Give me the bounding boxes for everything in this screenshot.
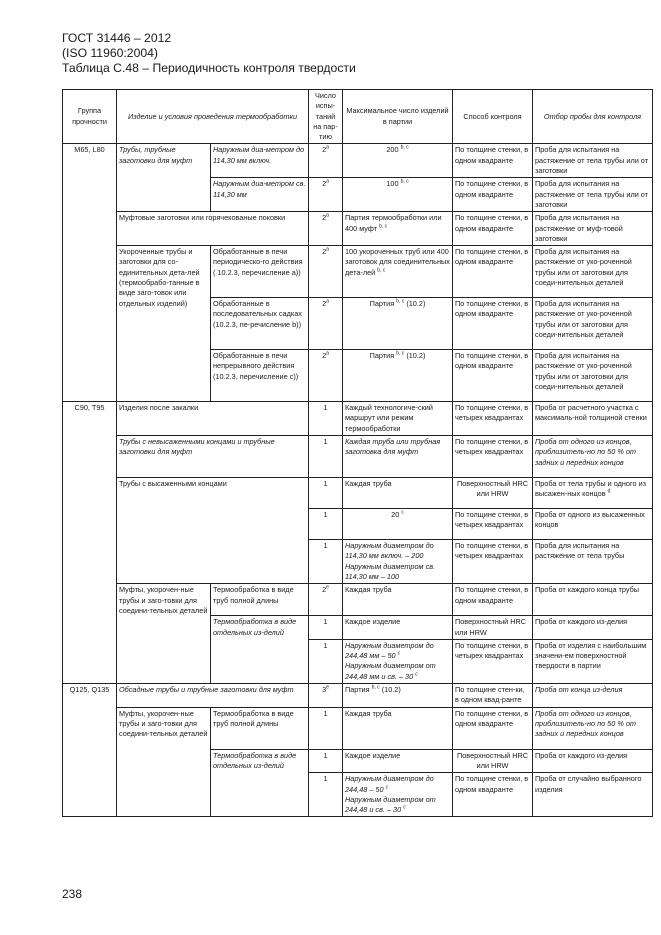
- table-row: [63, 478, 653, 509]
- col-count: Число испы-таний на пар-тию: [309, 90, 343, 144]
- method-cell: По толщине стенки, в одном квадранте: [453, 246, 533, 298]
- sample-cell: Проба от случайно выбранного изделия: [533, 773, 653, 817]
- max-cell: 200 $^{b, c}$: [343, 144, 453, 178]
- count-cell: 1: [309, 436, 343, 478]
- sample-cell: Проба от конца из-делия: [533, 684, 653, 708]
- count-cell: 1: [309, 478, 343, 509]
- method-cell: По толщине стенки, в четырех квадрантах: [453, 639, 533, 683]
- max-cell: Партия $^{b, c}$ (10.2): [343, 350, 453, 402]
- count-cell: 2$^a$: [309, 350, 343, 402]
- grade-cell: C90, T95: [63, 402, 117, 684]
- max-cell: Каждый технологиче-ский маршрут или режим термообработки: [343, 402, 453, 436]
- sample-cell: Проба от одного из концов, приблизитель-но по 50 % от задних и передних концов: [533, 707, 653, 749]
- count-cell: 2e: [309, 584, 343, 616]
- sample-cell: Проба для испытания на растяжение от уко-роченной трубы или от заготовки для соеди-нительных деталей: [533, 246, 653, 298]
- item-cell: Трубы, трубные заготовки для муфт: [117, 144, 211, 212]
- col-item: Изделие и условия проведения термообработки: [117, 90, 309, 144]
- count-cell: 3e: [309, 684, 343, 708]
- table-header-row: [63, 90, 653, 144]
- condition-cell: Наружным диа-метром св. 114,30 мм: [211, 178, 309, 212]
- count-cell: 2$^a$: [309, 212, 343, 246]
- max-cell: Партия термообработки или 400 муфт $^{b, c}$: [343, 212, 453, 246]
- method-cell: По толщине стенки, в одном квадранте: [453, 144, 533, 178]
- sample-cell: Проба от каждого конца трубы: [533, 584, 653, 616]
- sample-cell: Проба для испытания на растяжение от уко-роченной трубы или от заготовки для соеди-нительных деталей: [533, 298, 653, 350]
- table-row: [63, 707, 653, 749]
- condition-cell: Термообработка в виде отдельных из-делий: [211, 616, 309, 684]
- condition-cell: Обработанные в печи периодическо-го действия ( 10.2.3, перечисление а)): [211, 246, 309, 298]
- sample-cell: Проба от расчетного участка с максималь-ной толщиной стенки: [533, 402, 653, 436]
- table-row: [63, 436, 653, 478]
- max-cell: Каждая труба: [343, 707, 453, 749]
- sample-cell: Проба для испытания на растяжение от муф-товой заготовки: [533, 212, 653, 246]
- condition-cell: Термообработка в виде труб полной длины: [211, 584, 309, 616]
- table-row: [63, 212, 653, 246]
- col-max: Максимальное число изделий в партии: [343, 90, 453, 144]
- method-cell: Поверхностный HRC или HRW: [453, 478, 533, 509]
- max-cell: Каждое изделие: [343, 749, 453, 773]
- method-cell: По толщине стенки, в одном квадранте: [453, 298, 533, 350]
- count-cell: 1: [309, 707, 343, 749]
- sample-cell: Проба для испытания на растяжение от тела трубы или от заготовки: [533, 144, 653, 178]
- method-cell: По толщине стенки, в четырех квадрантах: [453, 436, 533, 478]
- max-cell: Наружным диаметром до 244,48 мм – 50 $^c$ Наружным диаметром от 244,48 мм и св. – 30 $^c$: [343, 639, 453, 683]
- count-cell: 2$^a$: [309, 178, 343, 212]
- max-cell: Партия $^{b, c}$ (10.2): [343, 298, 453, 350]
- method-cell: Поверхностный HRC или HRW: [453, 749, 533, 773]
- method-cell: По толщине стенки, в одном квадранте: [453, 212, 533, 246]
- count-cell: 2$^a$: [309, 246, 343, 298]
- max-cell: Партия $^{b, c}$ (10.2): [343, 684, 453, 708]
- sample-cell: Проба от тела трубы и одного из высажен-ных концов $^d$: [533, 478, 653, 509]
- count-cell: 1: [309, 509, 343, 540]
- count-cell: 1: [309, 616, 343, 640]
- count-cell: 1: [309, 639, 343, 683]
- page-number: 238: [62, 887, 83, 901]
- count-cell: 1: [309, 402, 343, 436]
- max-cell: Наружным диаметром до 114,30 мм включ. – 200 Наружным диаметром св. 114,30 мм – 100: [343, 540, 453, 584]
- max-cell: 20 $^c$: [343, 509, 453, 540]
- method-cell: По толщине стенки, в четырех квадрантах: [453, 402, 533, 436]
- method-cell: По толщине стенки, в четырех квадрантах: [453, 540, 533, 584]
- max-cell: Каждая труба или трубная заготовка для муфт: [343, 436, 453, 478]
- max-cell: Каждое изделие: [343, 616, 453, 640]
- item-cell: Муфтовые заготовки или горячекованые поковки: [117, 212, 309, 246]
- sample-cell: Проба от изделия с наибольшим значени-ем поверхностной твердости в партии: [533, 639, 653, 683]
- condition-cell: Термообработка в виде труб полной длины: [211, 707, 309, 749]
- count-cell: 2$^a$: [309, 298, 343, 350]
- item-cell: Муфты, укорочен-ные трубы и заго-товки для соедини-тельных деталей: [117, 707, 211, 817]
- count-cell: 1: [309, 773, 343, 817]
- iso-reference: (ISO 11960:2004): [62, 46, 158, 60]
- max-cell: 100 $^{b, c}$: [343, 178, 453, 212]
- item-cell: Трубы с невысаженными концами и трубные заготовки для муфт: [117, 436, 309, 478]
- max-cell: Наружным диаметром до 244,48 – 50 $^c$ Наружным диаметром от 244,48 и св. – 30 $^c$: [343, 773, 453, 817]
- sample-cell: Проба для испытания на растяжение от тела трубы: [533, 540, 653, 584]
- sample-cell: Проба от каждого из-делия: [533, 616, 653, 640]
- sample-cell: Проба для испытания на растяжение от уко-роченной трубы или от заготовки для соеди-нительных деталей: [533, 350, 653, 402]
- max-cell: Каждая труба: [343, 584, 453, 616]
- table-row: [63, 144, 653, 178]
- item-cell: Трубы с высаженными концами: [117, 478, 309, 584]
- method-cell: По толщине стенки, в четырех квадрантах: [453, 509, 533, 540]
- method-cell: По толщине стенки, в одном квадранте: [453, 350, 533, 402]
- count-cell: 1: [309, 540, 343, 584]
- condition-cell: Обработанные в последовательных садках (10.2.3, пе-речисление b)): [211, 298, 309, 350]
- table-title: Таблица С.48 – Периодичность контроля твердости: [62, 61, 356, 75]
- sample-cell: Проба от одного из концов, приблизитель-но по 50 % от задних и передних концов: [533, 436, 653, 478]
- standard-number: ГОСТ 31446 – 2012: [62, 31, 172, 45]
- method-cell: По толщине стенки, в одном квадранте: [453, 707, 533, 749]
- method-cell: По толщине стенки, в одном квадранте: [453, 773, 533, 817]
- sample-cell: Проба для испытания на растяжение от тела трубы или от заготовки: [533, 178, 653, 212]
- item-cell: Изделия после закалки: [117, 402, 309, 436]
- item-cell: Муфты, укорочен-ные трубы и заго-товки для соедини-тельных деталей: [117, 584, 211, 684]
- method-cell: По толщине стенки, в одном квадранте: [453, 584, 533, 616]
- table-row: [63, 584, 653, 616]
- method-cell: По толщине стен-ки, в одном квад-ранте: [453, 684, 533, 708]
- col-sample: Отбор пробы для контроля: [533, 90, 653, 144]
- item-cell: Укороченные трубы и заготовки для со-единительных дета-лей (термообрабо-танные в виде заго-товок или отдельных изделий): [117, 246, 211, 402]
- method-cell: Поверхностный HRC или HRW: [453, 616, 533, 640]
- col-grade: Группа прочности: [63, 90, 117, 144]
- condition-cell: Термообработка в виде отдельных из-делий: [211, 749, 309, 817]
- condition-cell: Обработанные в печи непрерывного действия (10.2.3, перечисление с)): [211, 350, 309, 402]
- item-cell: Обсадные трубы и трубные заготовки для муфт: [117, 684, 309, 708]
- document-header: [62, 31, 356, 76]
- col-method: Способ контроля: [453, 90, 533, 144]
- condition-cell: Наружным диа-метром до 114,30 мм включ.: [211, 144, 309, 178]
- grade-cell: Q125, Q135: [63, 684, 117, 817]
- hardness-control-table: [62, 89, 653, 817]
- count-cell: 2$^a$: [309, 144, 343, 178]
- table-row: [63, 684, 653, 708]
- max-cell: 100 укороченных труб или 400 заготовок для соединительных дета-лей $^{b, c}$: [343, 246, 453, 298]
- sample-cell: Проба от одного из высаженных концов: [533, 509, 653, 540]
- sample-cell: Проба от каждого из-делия: [533, 749, 653, 773]
- grade-cell: M65, L80: [63, 144, 117, 402]
- method-cell: По толщине стенки, в одном квадранте: [453, 178, 533, 212]
- max-cell: Каждая труба: [343, 478, 453, 509]
- table-row: [63, 402, 653, 436]
- table-row: [63, 246, 653, 298]
- count-cell: 1: [309, 749, 343, 773]
